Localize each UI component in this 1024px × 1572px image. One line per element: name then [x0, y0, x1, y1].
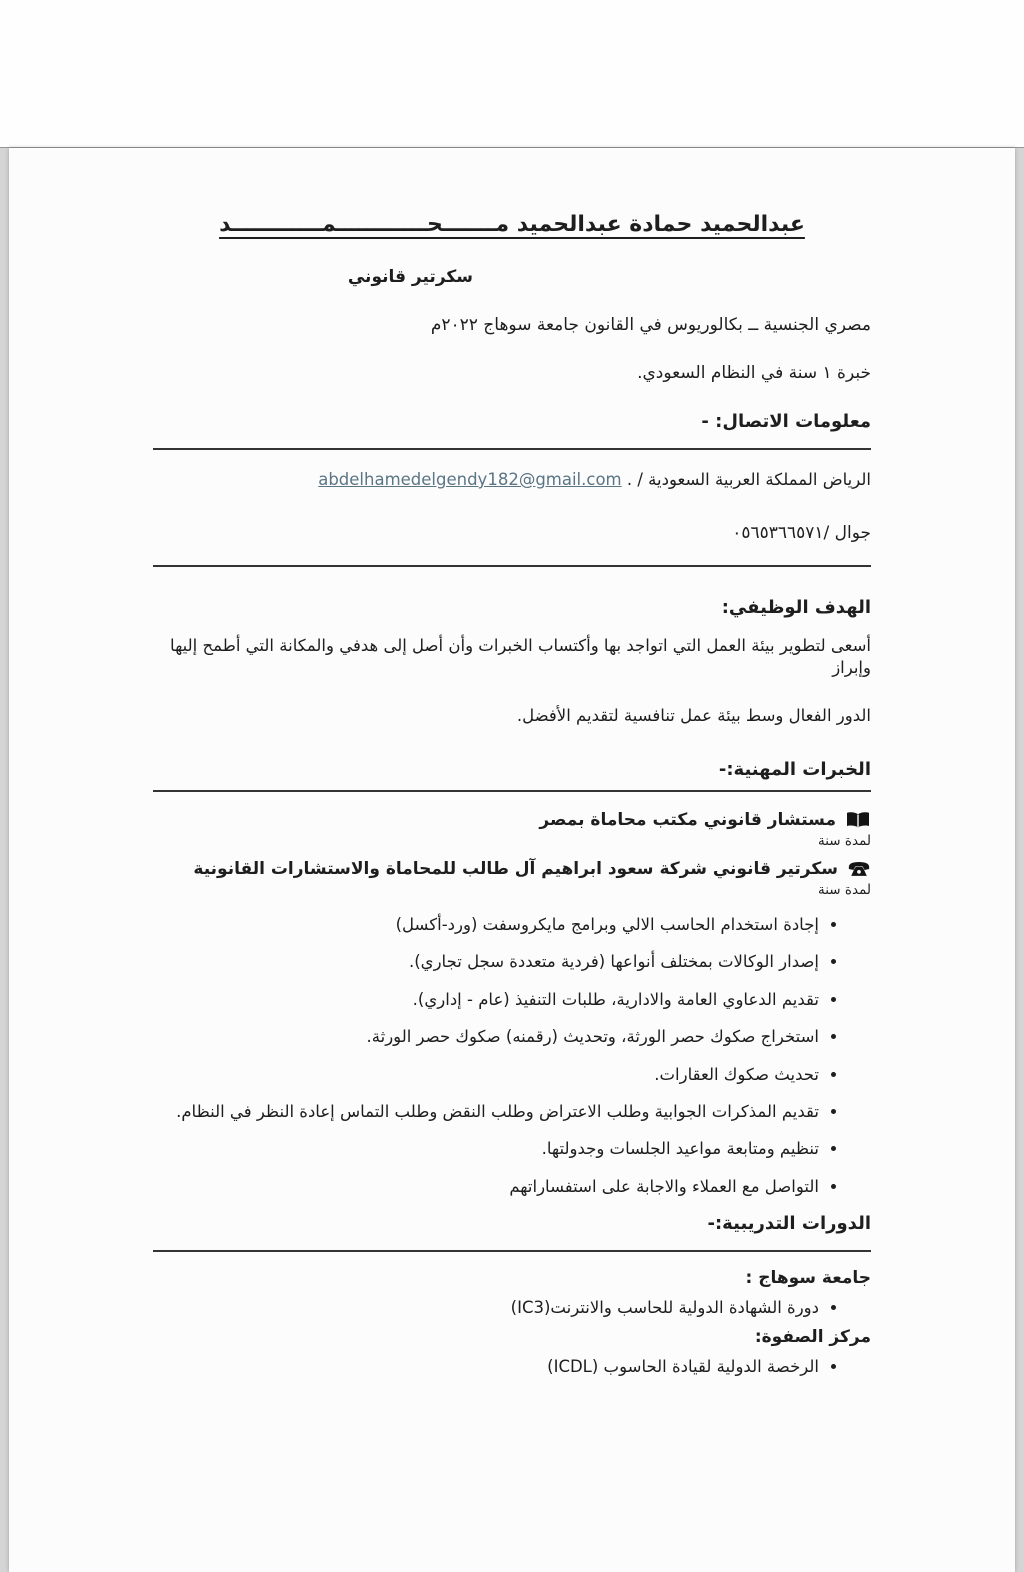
candidate-job-title: سكرتير قانوني: [347, 267, 473, 287]
training-section-heading: الدورات التدريبية:-: [707, 1213, 871, 1235]
phone-icon: [847, 860, 871, 877]
viewer-top-band: [0, 0, 1024, 147]
training-items-list: [153, 1357, 871, 1376]
divider: [153, 448, 871, 450]
mobile-number-line: جوال /٠٥٦٥٣٦٦٥٧١: [732, 523, 871, 543]
list-item: • دورة الشهادة الدولية للحاسب والانترنت(IC3): [153, 1298, 819, 1317]
experience-entry-title: سكرتير قانوني شركة سعود ابراهيم آل طالب للمحاماة والاستشارات القانونية: [193, 858, 838, 879]
open-book-icon: [845, 811, 871, 829]
experience-entry: [153, 810, 871, 830]
training-group-title: جامعة سوهاج :: [745, 1268, 871, 1289]
experience-entry: [153, 859, 871, 879]
list-item: • تقديم الدعاوي العامة والادارية، طلبات التنفيذ (عام - إداري).: [153, 989, 819, 1010]
nationality-education-line: مصري الجنسية ــ بكالوريوس في القانون جامعة سوهاج ٢٠٢٢م: [430, 315, 871, 335]
cv-page: [9, 148, 1015, 1572]
divider: [153, 790, 871, 792]
document-frame: [0, 147, 1024, 1572]
location-text: الرياض المملكة العربية السعودية / .: [626, 470, 871, 489]
training-items-list: [153, 1298, 871, 1317]
experience-entry-duration: لمدة سنة: [818, 832, 871, 849]
experience-entry-duration: لمدة سنة: [818, 881, 871, 898]
list-item: • تحديث صكوك العقارات.: [153, 1064, 819, 1085]
training-group-title: مركز الصفوة:: [754, 1327, 871, 1348]
list-item: • تقديم المذكرات الجوابية وطلب الاعتراض وطلب النقض وطلب التماس إعادة النظر في النظام.: [153, 1101, 819, 1122]
contact-location-line: [153, 470, 871, 489]
objective-section-heading: الهدف الوظيفي:: [721, 597, 871, 618]
objective-text-line: أسعى لتطوير بيئة العمل التي اتواجد بها وأكتساب الخبرات وأن أصل إلى هدفي والمكانة التي أطمح إليها وإبراز: [170, 636, 871, 678]
list-item: • الرخصة الدولية لقيادة الحاسوب (ICDL): [153, 1357, 819, 1376]
experience-section-heading: الخبرات المهنية:-: [718, 758, 871, 780]
list-item: • تنظيم ومتابعة مواعيد الجلسات وجدولتها.: [153, 1138, 819, 1159]
experience-duties-list: [153, 914, 871, 1198]
list-item: • إصدار الوكالات بمختلف أنواعها (فردية متعددة سجل تجاري).: [153, 951, 819, 972]
list-item: • استخراج صكوك حصر الورثة، وتحديث (رقمنه) صكوك حصر الورثة.: [153, 1026, 819, 1047]
divider: [153, 1250, 871, 1252]
experience-entry-title: مستشار قانوني مكتب محاماة بمصر: [539, 809, 836, 830]
email-link[interactable]: abdelhamedelgendy182@gmail.com: [318, 470, 622, 489]
list-item: • إجادة استخدام الحاسب الالي وبرامج مايكروسفت (ورد-أكسل): [153, 914, 819, 935]
experience-summary-line: خبرة ١ سنة في النظام السعودي.: [637, 363, 871, 383]
list-item: • التواصل مع العملاء والاجابة على استفساراتهم: [153, 1176, 819, 1197]
candidate-name: عبدالحميد حمادة عبدالحميد مـــــــحــــــــــــمــــــــــــد: [219, 212, 805, 237]
objective-text-line: الدور الفعال وسط بيئة عمل تنافسية لتقديم الأفضل.: [516, 705, 871, 725]
contact-section-heading: معلومات الاتصال: -: [701, 411, 871, 432]
divider: [153, 565, 871, 567]
